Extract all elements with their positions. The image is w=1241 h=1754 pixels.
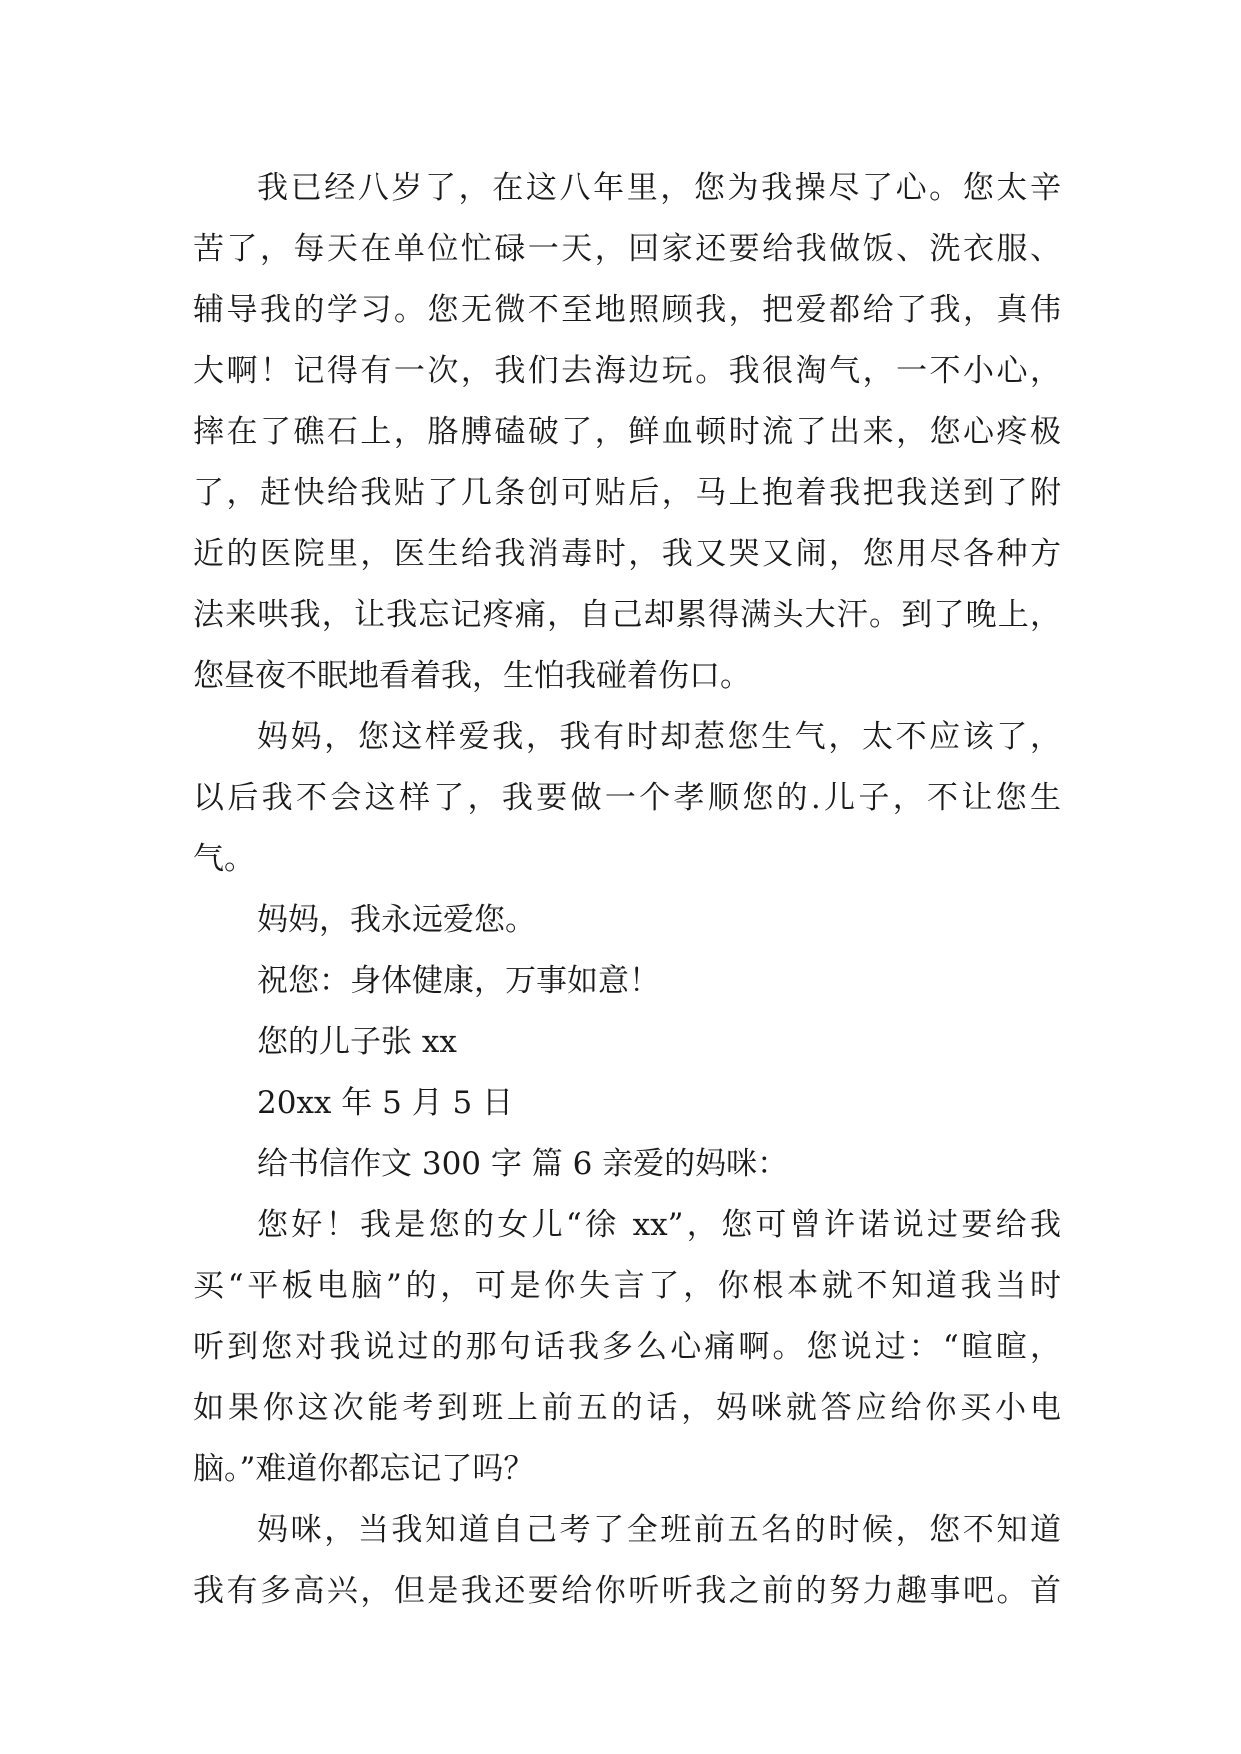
date-line: 20xx 年 5 月 5 日 [257,1085,514,1121]
text-line: 妈妈，您这样爱我，我有时却惹您生气，太不应该了， [257,719,1061,755]
text-line: 大啊！记得有一次，我们去海边玩。我很淘气，一不小心， [193,353,1061,389]
text-line: 脑。”难道你都忘记了吗？ [193,1451,535,1487]
text-line: 妈妈，我永远爱您。 [257,902,536,938]
text-line: 苦了，每天在单位忙碌一天，回家还要给我做饭、洗衣服、 [193,231,1061,267]
text-line: 气。 [193,841,255,877]
text-line: 我有多高兴，但是我还要给你听听我之前的努力趣事吧。首 [193,1573,1061,1609]
text-line: 近的医院里，医生给我消毒时，我又哭又闹，您用尽各种方 [193,536,1061,572]
text-line: 以后我不会这样了，我要做一个孝顺您的.儿子，不让您生 [193,780,1061,816]
text-line: 听到您对我说过的那句话我多么心痛啊。您说过：“暄暄， [193,1329,1061,1365]
text-line: 买“平板电脑”的，可是你失言了，你根本就不知道我当时 [193,1268,1061,1304]
text-line: 您昼夜不眠地看着我，生怕我碰着伤口。 [193,658,751,694]
text-line: 摔在了礁石上，胳膊磕破了，鲜血顿时流了出来，您心疼极 [193,414,1061,450]
signature-line: 您的儿子张 xx [257,1024,457,1060]
text-line: 了，赶快给我贴了几条创可贴后，马上抱着我把我送到了附 [193,475,1061,511]
letter-text [193,158,1073,1622]
text-line: 祝您：身体健康，万事如意！ [257,963,660,999]
section-heading: 给书信作文 300 字 篇 6 亲爱的妈咪： [257,1146,789,1182]
text-line: 法来哄我，让我忘记疼痛，自己却累得满头大汗。到了晚上， [193,597,1061,633]
text-line: 您好！我是您的女儿“徐 xx”，您可曾许诺说过要给我 [257,1207,1061,1243]
text-line: 我已经八岁了，在这八年里，您为我操尽了心。您太辛 [257,170,1061,206]
text-line: 辅导我的学习。您无微不至地照顾我，把爱都给了我，真伟 [193,292,1061,328]
text-line: 妈咪，当我知道自己考了全班前五名的时候，您不知道 [257,1512,1061,1548]
text-line: 如果你这次能考到班上前五的话，妈咪就答应给你买小电 [193,1390,1061,1426]
